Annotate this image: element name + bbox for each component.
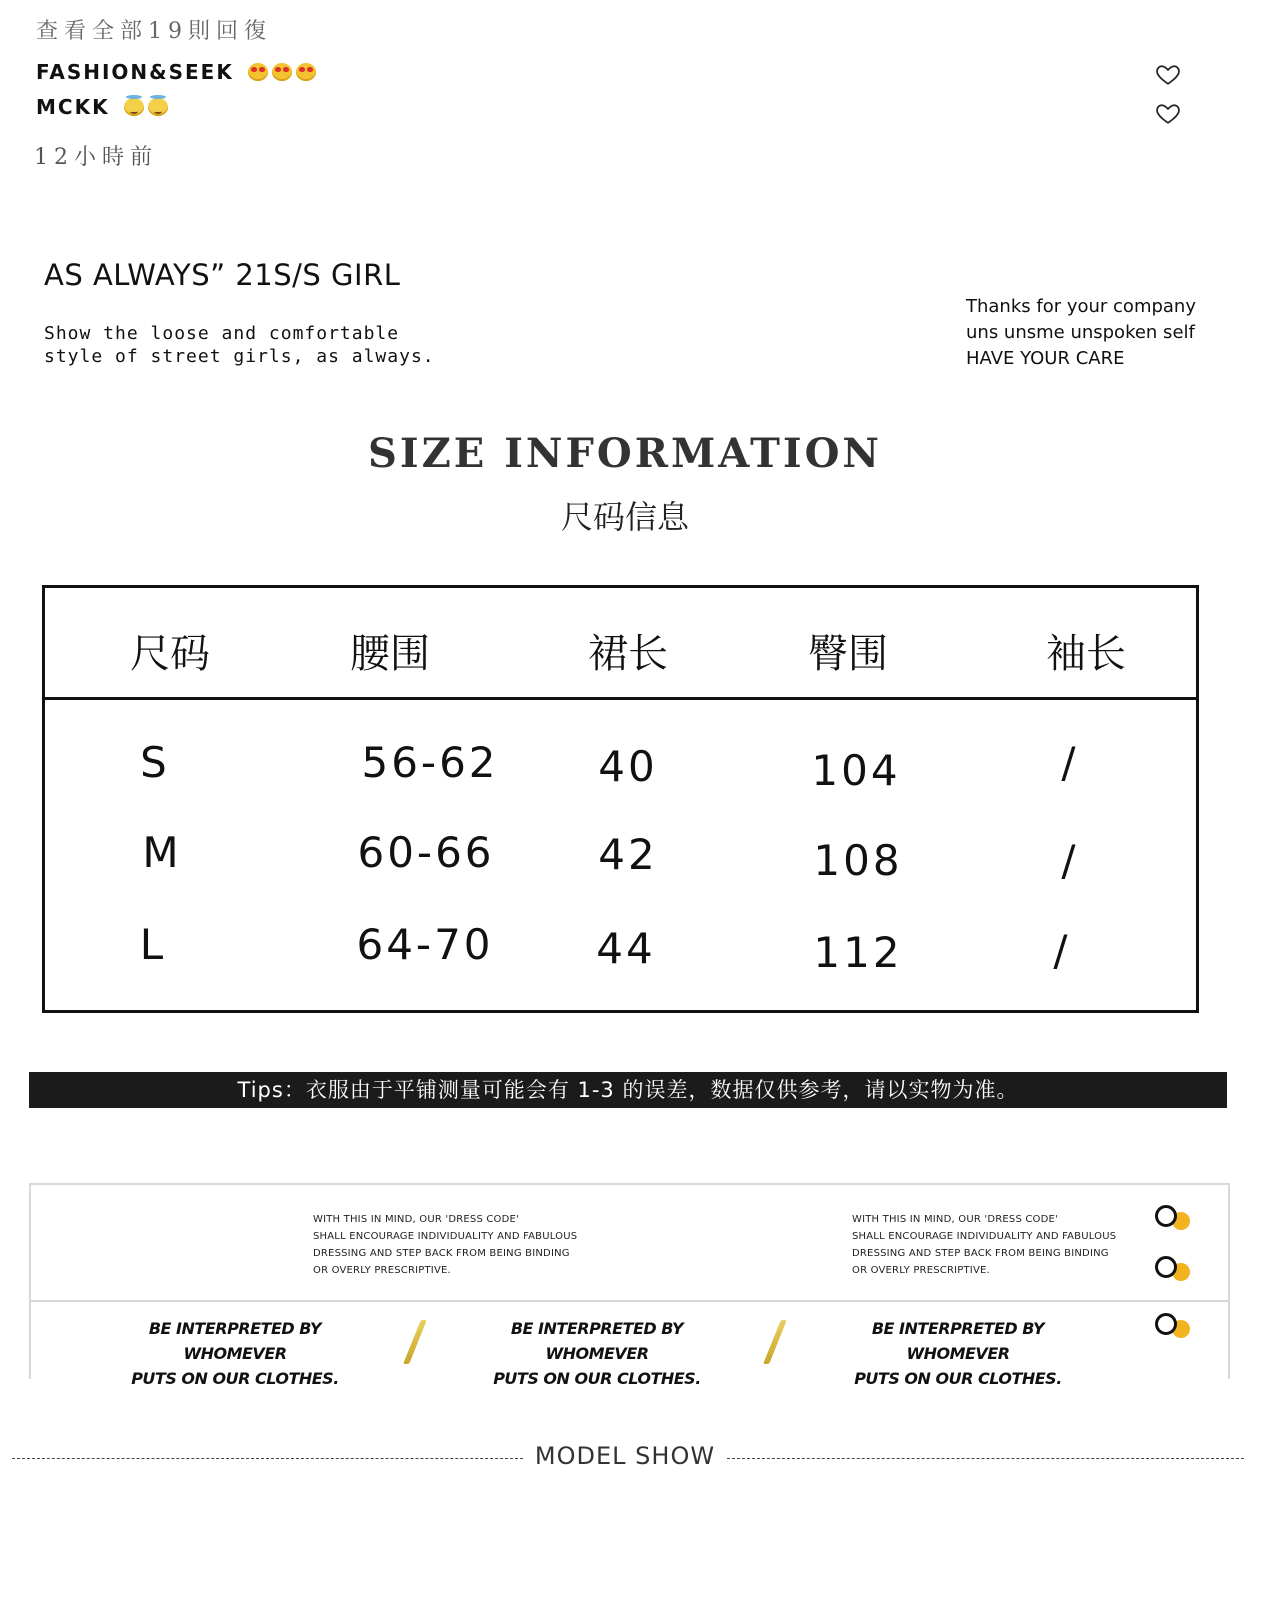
text-line: OR OVERLY PRESCRIPTIVE. (852, 1265, 990, 1276)
subtitle-line: style of street girls, as always. (44, 346, 435, 367)
heart-eyes-emoji-icon (272, 63, 292, 81)
comment-author: MCKK (36, 95, 110, 119)
table-cell: S (140, 738, 170, 787)
tips-banner: Tips：衣服由于平铺测量可能会有 1-3 的误差，数据仅供参考，请以实物为准。 (29, 1072, 1227, 1108)
comment-timestamp: 12小時前 (34, 145, 158, 170)
emoji-group (124, 98, 168, 116)
table-cell: 104 (811, 746, 901, 795)
slogan-line: BE INTERPRETED BY WHOMEVER (510, 1319, 684, 1363)
dress-code-text-left (313, 1211, 577, 1279)
table-cell: 44 (596, 924, 656, 973)
model-show-label: MODEL SHOW (525, 1442, 725, 1470)
like-heart-icon[interactable] (1155, 100, 1181, 126)
size-info-title: SIZE INFORMATION (368, 430, 882, 477)
table-cell: 112 (813, 928, 903, 977)
text-line: DRESSING AND STEP BACK FROM BEING BINDING (313, 1248, 570, 1259)
emoji-group (248, 63, 316, 81)
collection-title: AS ALWAYS” 21S/S GIRL (44, 258, 401, 292)
text-line: DRESSING AND STEP BACK FROM BEING BINDING (852, 1248, 1109, 1259)
heart-eyes-emoji-icon (296, 63, 316, 81)
table-cell: / (1053, 926, 1071, 975)
comment-author: FASHION&SEEK (36, 60, 234, 84)
heart-eyes-emoji-icon (248, 63, 268, 81)
ring-icon (1155, 1205, 1177, 1227)
note-line: HAVE YOUR CARE (966, 348, 1125, 369)
table-cell: / (1061, 836, 1079, 885)
table-header-skirt-length: 裙长 (588, 631, 668, 677)
comment-item (36, 95, 168, 119)
text-line: SHALL ENCOURAGE INDIVIDUALITY AND FABULOUS (313, 1231, 578, 1242)
table-cell: 60-66 (357, 828, 495, 877)
interpret-slogan (823, 1316, 1093, 1391)
table-cell: 56-62 (361, 738, 499, 787)
table-cell: / (1061, 738, 1079, 787)
table-cell: 40 (598, 742, 658, 791)
table-cell: M (142, 828, 182, 877)
slogan-line: PUTS ON OUR CLOTHES. (493, 1369, 701, 1388)
text-line: OR OVERLY PRESCRIPTIVE. (313, 1265, 451, 1276)
subtitle-line: Show the loose and comfortable (44, 323, 400, 344)
text-line: WITH THIS IN MIND, OUR 'DRESS CODE' (313, 1214, 519, 1225)
text-line: SHALL ENCOURAGE INDIVIDUALITY AND FABULOUS (852, 1231, 1117, 1242)
angel-emoji-icon (148, 98, 168, 116)
slogan-line: PUTS ON OUR CLOTHES. (854, 1369, 1062, 1388)
view-all-replies-link[interactable]: 查看全部19則回復 (36, 19, 272, 44)
angel-emoji-icon (124, 98, 144, 116)
table-cell: 108 (813, 836, 903, 885)
table-cell: L (139, 920, 167, 969)
comment-item (36, 60, 316, 84)
slogan-line: BE INTERPRETED BY WHOMEVER (871, 1319, 1045, 1363)
interpret-slogan (100, 1316, 370, 1391)
note-line: Thanks for your company (966, 296, 1196, 317)
table-header-size: 尺码 (130, 631, 210, 677)
size-info-subtitle: 尺码信息 (560, 498, 689, 536)
table-cell: 64-70 (356, 920, 494, 969)
panel-divider (29, 1300, 1230, 1302)
text-line: WITH THIS IN MIND, OUR 'DRESS CODE' (852, 1214, 1058, 1225)
like-heart-icon[interactable] (1155, 61, 1181, 87)
table-header-hip: 臀围 (808, 631, 888, 677)
table-header-sleeve-length: 袖长 (1046, 631, 1126, 677)
interpret-slogan (462, 1316, 732, 1391)
note-line: uns unsme unspoken self (966, 322, 1195, 343)
collection-subtitle (44, 322, 435, 368)
ring-icon (1155, 1313, 1177, 1335)
table-header-waist: 腰围 (350, 631, 430, 677)
table-header-divider (42, 697, 1199, 700)
thanks-note (966, 294, 1196, 372)
slogan-line: PUTS ON OUR CLOTHES. (131, 1369, 339, 1388)
slogan-line: BE INTERPRETED BY WHOMEVER (148, 1319, 322, 1363)
dress-code-text-right (852, 1211, 1116, 1279)
model-show-heading (0, 1442, 1250, 1470)
ring-icon (1155, 1256, 1177, 1278)
table-cell: 42 (598, 830, 658, 879)
